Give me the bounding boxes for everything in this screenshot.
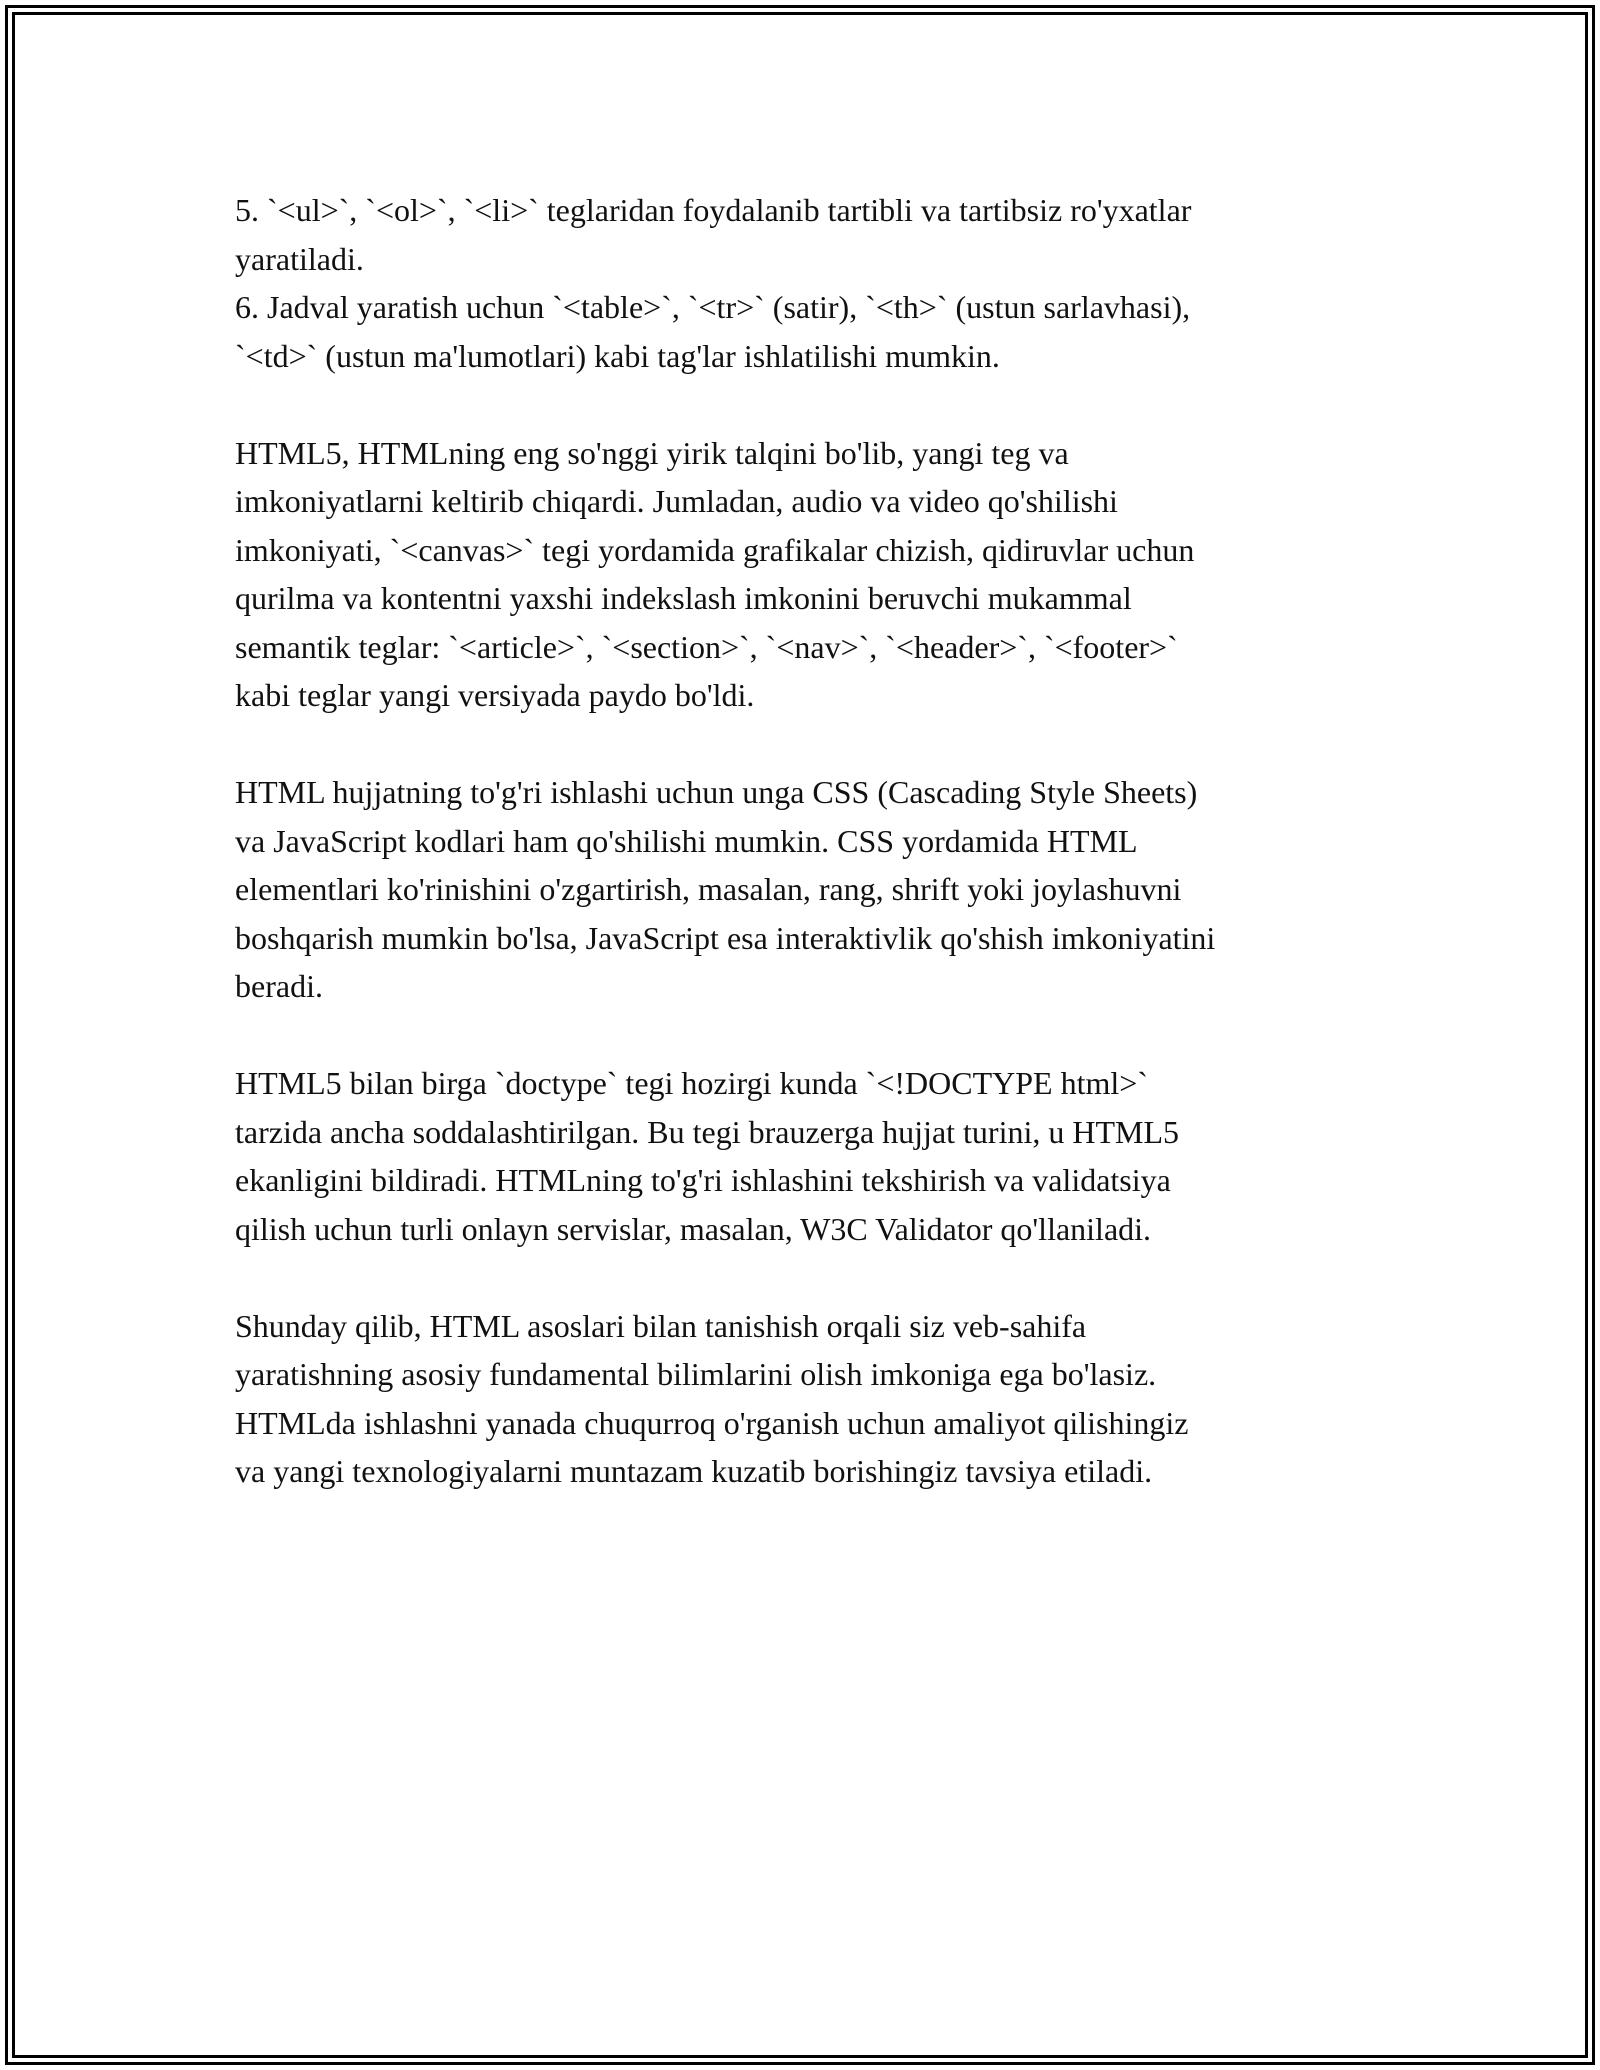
- paragraph-html5: HTML5, HTMLning eng so'nggi yirik talqini bo'lib, yangi teg va imkoniyatlarni keltirib chiqardi. Jumladan, audio va video qo'shilishi imkoniyati, `<canvas>` tegi yordamida grafikalar chizish, qidiruvlar uchun qurilma va kontentni yaxshi indekslash imkonini beruvchi mukammal semantik teglar: `<article>`, `<section>`, `<nav>`, `<header>`, `<footer>` kabi teglar yangi versiyada paydo bo'ldi.: [235, 434, 1195, 713]
- paragraph-doctype: HTML5 bilan birga `doctype` tegi hozirgi kunda `<!DOCTYPE html>` tarzida ancha soddalashtirilgan. Bu tegi brauzerga hujjat turini, u HTML5 ekanligini bildiradi. HTMLning to'g'ri ishlashini tekshirish va validatsiya qilish uchun turli onlayn servislar, masalan, W3C Validator qo'llaniladi.: [235, 1065, 1180, 1247]
- paragraph-css-js: HTML hujjatning to'g'ri ishlashi uchun unga CSS (Cascading Style Sheets) va JavaScript kodlari ham qo'shilishi mumkin. CSS yordamida HTML elementlari ko'rinishini o'zgartirish, masalan, rang, shrift yoki joylashuvni boshqarish mumkin bo'lsa, JavaScript esa interaktivlik qo'shish imkoniyatini beradi.: [235, 774, 1216, 1004]
- list-block: [235, 186, 1375, 380]
- list-item: 5. `<ul>`, `<ol>`, `<li>` teglaridan foydalanib tartibli va tartibsiz ro'yxatlar yaratiladi.: [235, 192, 1192, 277]
- document-body: [235, 186, 1375, 1544]
- list-item: 6. Jadval yaratish uchun `<table>`, `<tr>` (satir), `<th>` (ustun sarlavhasi), `<td>` (ustun ma'lumotlari) kabi tag'lar ishlatilishi mumkin.: [235, 289, 1191, 374]
- paragraph-conclusion: Shunday qilib, HTML asoslari bilan tanishish orqali siz veb-sahifa yaratishning asosiy fundamental bilimlarini olish imkoniga ega bo'lasiz. HTMLda ishlashni yanada chuqurroq o'rganish uchun amaliyot qilishingiz va yangi texnologiyalarni muntazam kuzatib borishingiz tavsiya etiladi.: [235, 1307, 1189, 1489]
